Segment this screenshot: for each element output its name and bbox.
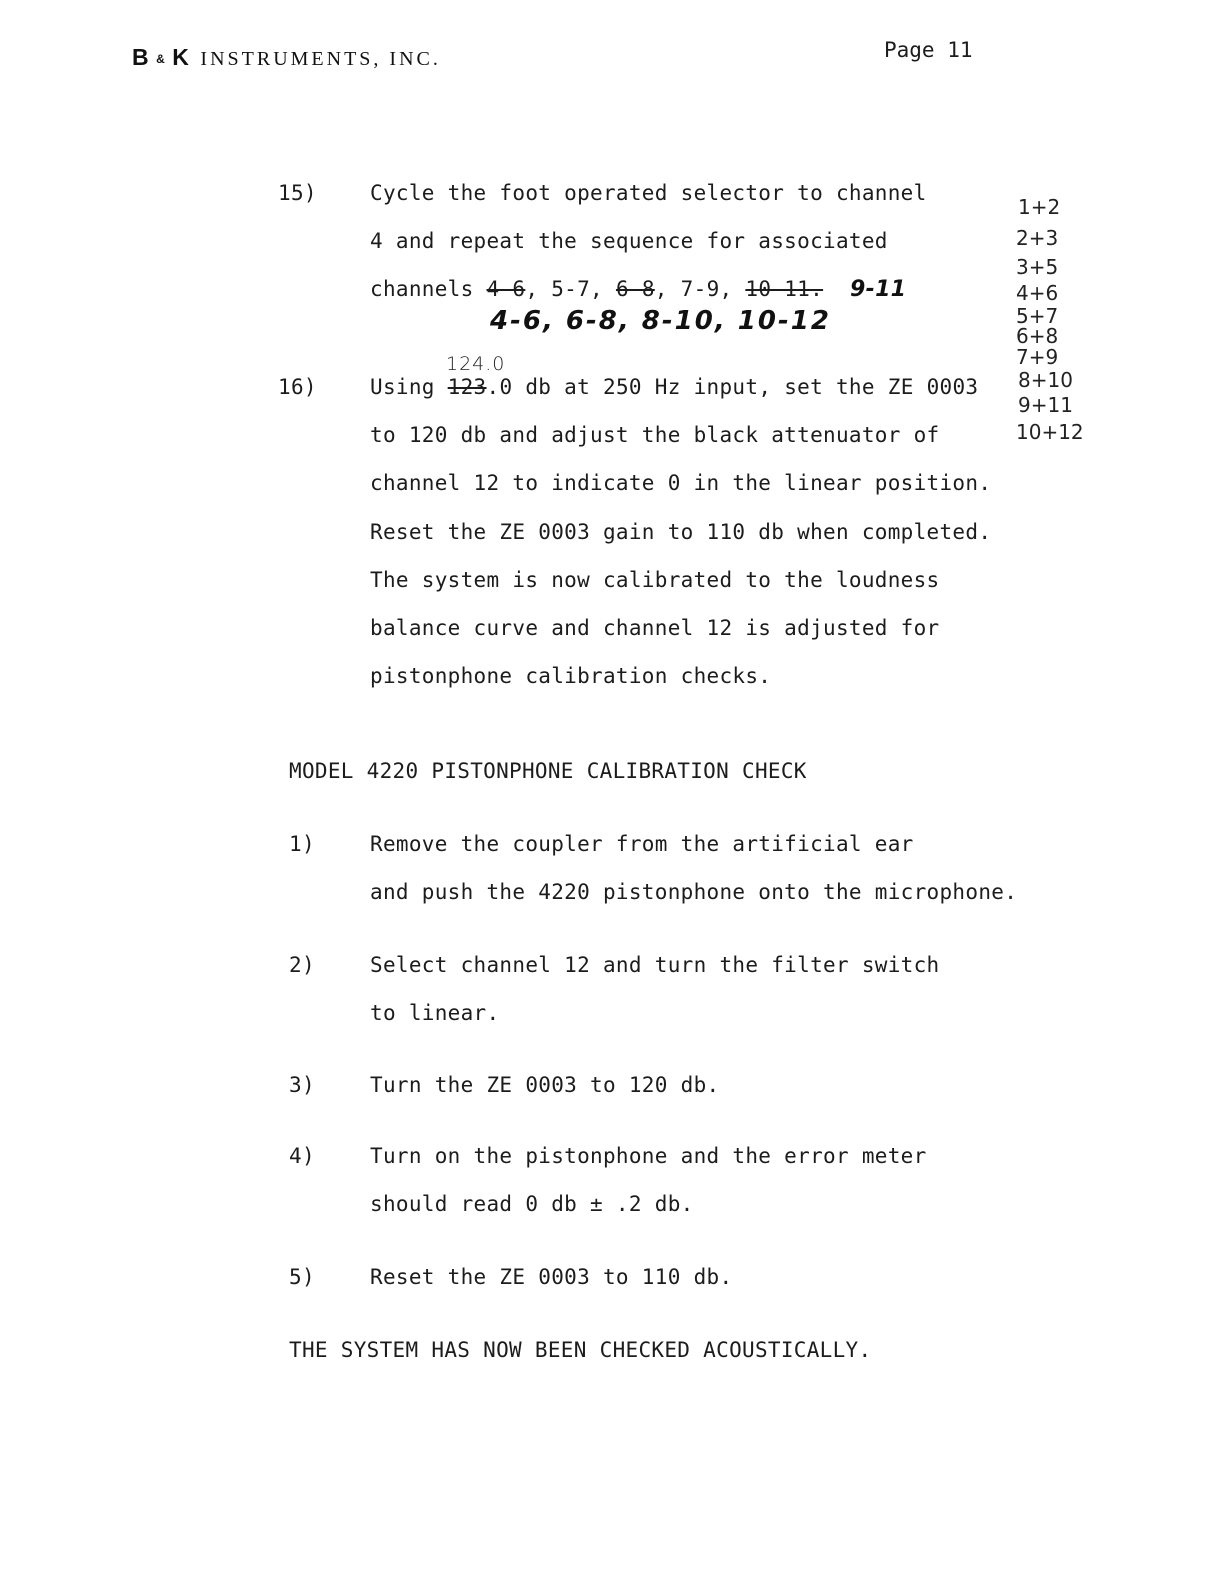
step-4-line-2: should read 0 db ± .2 db. [370, 1192, 694, 1216]
margin-note-8: 8+10 [1018, 368, 1073, 392]
step-15-line-3-mid-1: , 5-7, [525, 277, 616, 301]
struck-channels-3: 10-11. [745, 277, 824, 301]
logo-ampersand: & [156, 51, 167, 66]
step-5-number: 5) [289, 1265, 315, 1289]
step-3-number: 3) [289, 1073, 315, 1097]
section-title: MODEL 4220 PISTONPHONE CALIBRATION CHECK [289, 759, 807, 783]
closing-statement: THE SYSTEM HAS NOW BEEN CHECKED ACOUSTICALLY. [289, 1338, 872, 1362]
step-16-line-6: balance curve and channel 12 is adjusted for [370, 616, 940, 640]
step-2-line-1: Select channel 12 and turn the filter switch [370, 953, 940, 977]
logo-b: B [132, 44, 151, 70]
step-15-line-3 [370, 277, 906, 302]
step-16-line-2: to 120 db and adjust the black attenuator of [370, 423, 940, 447]
step-4-line-1: Turn on the pistonphone and the error meter [370, 1144, 927, 1168]
step-1-number: 1) [289, 832, 315, 856]
step-2-number: 2) [289, 953, 315, 977]
step-16-line-5: The system is now calibrated to the loudness [370, 568, 940, 592]
struck-value-123: 123 [447, 375, 487, 399]
margin-note-3: 3+5 [1016, 255, 1059, 279]
logo-company-name: INSTRUMENTS, INC. [200, 48, 441, 70]
margin-note-9: 9+11 [1018, 393, 1073, 417]
step-1-line-2: and push the 4220 pistonphone onto the microphone. [370, 880, 1018, 904]
margin-note-4: 4+6 [1016, 281, 1059, 305]
margin-note-10: 10+12 [1016, 420, 1084, 444]
step-16-line-3: channel 12 to indicate 0 in the linear position. [370, 471, 992, 495]
company-logo [132, 44, 441, 71]
margin-note-2: 2+3 [1016, 226, 1059, 250]
step-15-line-1: Cycle the foot operated selector to channel [370, 181, 927, 205]
step-16-line-4: Reset the ZE 0003 gain to 110 db when completed. [370, 520, 992, 544]
margin-note-5: 5+7 [1016, 304, 1059, 328]
step-5-line-1: Reset the ZE 0003 to 110 db. [370, 1265, 733, 1289]
step-16-line-7: pistonphone calibration checks. [370, 664, 772, 688]
step-16-line-1 [370, 375, 978, 399]
struck-channels-2: 6-8 [615, 277, 655, 301]
step-4-number: 4) [289, 1144, 315, 1168]
step-15-line-2: 4 and repeat the sequence for associated [370, 229, 888, 253]
handwritten-channel-9-11: 9-11 [850, 277, 907, 302]
margin-note-7: 7+9 [1016, 345, 1059, 369]
step-15-number: 15) [278, 181, 317, 205]
margin-note-6: 6+8 [1016, 324, 1059, 348]
logo-k: K [172, 44, 191, 70]
step-15-line-3-prefix: channels [370, 277, 487, 301]
step-2-line-2: to linear. [370, 1001, 500, 1025]
step-15-line-3-mid-2: , 7-9, [654, 277, 746, 301]
margin-note-1: 1+2 [1018, 195, 1061, 219]
handwritten-channel-list: 4-6, 6-8, 8-10, 10-12 [490, 306, 831, 336]
step-1-line-1: Remove the coupler from the artificial ear [370, 832, 914, 856]
step-16-line-1-rest: .0 db at 250 Hz input, set the ZE 0003 [486, 375, 979, 399]
step-3-line-1: Turn the ZE 0003 to 120 db. [370, 1073, 720, 1097]
step-16-line-1-prefix: Using [370, 375, 448, 399]
struck-channels-1: 4-6 [486, 277, 526, 301]
step-16-number: 16) [278, 375, 317, 399]
page-number: Page 11 [884, 38, 973, 62]
handwritten-124-correction: 124.0 [446, 353, 506, 375]
